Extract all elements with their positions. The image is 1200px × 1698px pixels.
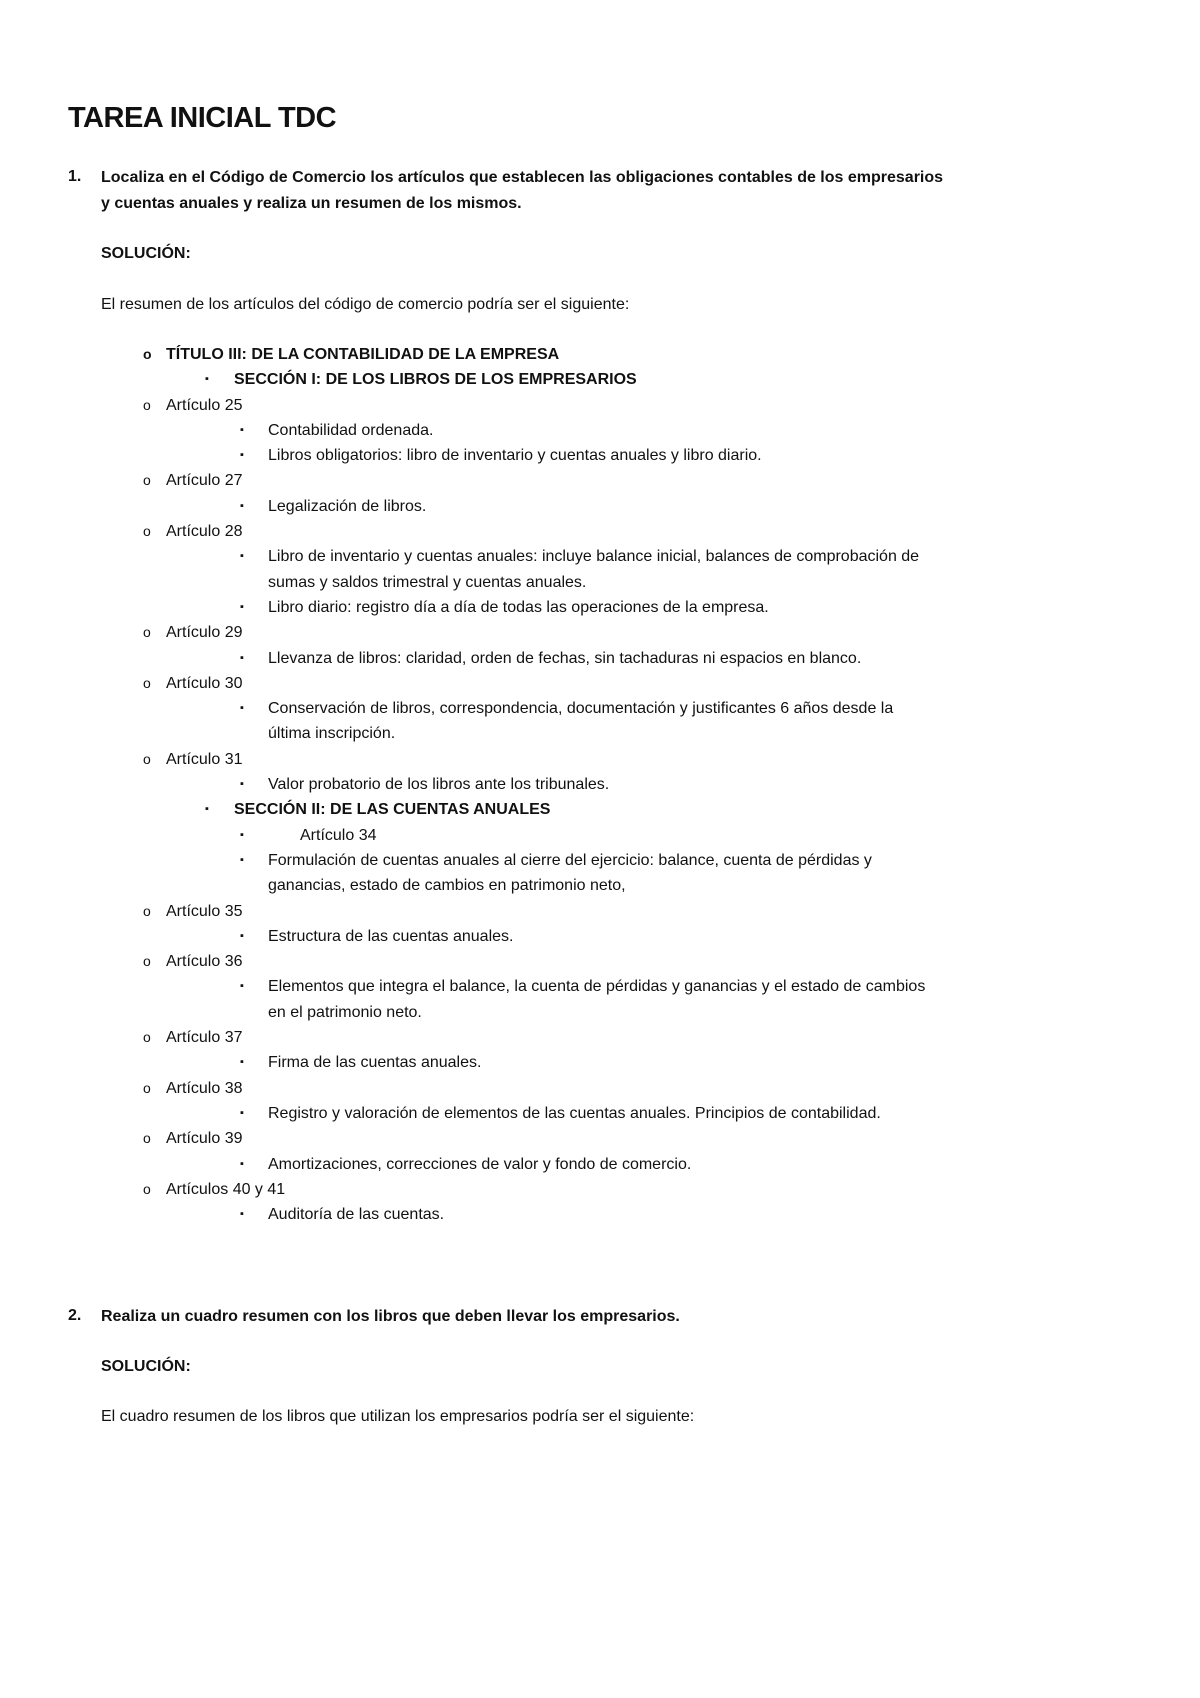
outline-item-text: [166, 468, 1200, 493]
outline-item-text: [268, 974, 1200, 1025]
square-bullet-icon: ▪: [240, 1056, 244, 1069]
outline-item-text: [268, 418, 1200, 443]
outline-item: [0, 620, 1200, 645]
square-bullet-icon: ▪: [240, 600, 244, 613]
outline-item-text: [166, 671, 1200, 696]
square-bullet-icon: ▪: [205, 373, 209, 386]
outline-item: [0, 443, 1200, 468]
outline-item-line: Artículo 25: [166, 396, 243, 414]
outline-item-line: SECCIÓN II: DE LAS CUENTAS ANUALES: [234, 801, 551, 819]
circle-bullet-icon: o: [143, 346, 152, 362]
outline-item: [0, 367, 1200, 392]
outline-item-line: Artículo 31: [166, 750, 243, 768]
outline-item-text: [268, 544, 1200, 595]
outline-item: [0, 1050, 1200, 1075]
outline-item: [0, 1126, 1200, 1151]
outline-item: [0, 494, 1200, 519]
outline-item: [0, 646, 1200, 671]
outline-item-text: [234, 367, 1200, 392]
outline-item: [0, 848, 1200, 899]
outline-item: [0, 696, 1200, 747]
outline-item-line: Conservación de libros, correspondencia, documentación y justificantes 6 años desde la: [268, 700, 894, 718]
outline-item-line: última inscripción.: [268, 725, 396, 743]
solution-intro-1: El resumen de los artículos del código de comercio podría ser el siguiente:: [101, 296, 630, 313]
articles-outline: [0, 342, 1200, 1227]
outline-item: [0, 468, 1200, 493]
square-bullet-icon: ▪: [240, 550, 244, 563]
outline-item: [0, 1076, 1200, 1101]
outline-item-text: [268, 1050, 1200, 1075]
circle-bullet-icon: o: [143, 1029, 151, 1046]
outline-item-text: [166, 1177, 1200, 1202]
outline-item-line: Formulación de cuentas anuales al cierre del ejercicio: balance, cuenta de pérdidas y: [268, 851, 872, 869]
outline-item-text: [268, 1152, 1200, 1177]
square-bullet-icon: ▪: [240, 499, 244, 512]
outline-item-line: Artículo 36: [166, 953, 243, 971]
outline-item-line: TÍTULO III: DE LA CONTABILIDAD DE LA EMPRESA: [166, 346, 560, 363]
outline-item: [0, 1025, 1200, 1050]
question-1-line: y cuentas anuales y realiza un resumen de los mismos.: [101, 195, 522, 212]
outline-item-text: [268, 1101, 1200, 1126]
outline-item-text: [166, 1025, 1200, 1050]
outline-item: [0, 899, 1200, 924]
outline-item: [0, 1152, 1200, 1177]
circle-bullet-icon: o: [143, 396, 151, 413]
outline-item: [0, 393, 1200, 418]
question-2-number: 2.: [68, 1307, 82, 1324]
outline-item: [0, 418, 1200, 443]
circle-bullet-icon: o: [143, 1079, 151, 1096]
square-bullet-icon: ▪: [240, 853, 244, 866]
outline-item-line: Artículo 27: [166, 472, 243, 490]
outline-item-line: Artículo 28: [166, 523, 243, 541]
square-bullet-icon: ▪: [240, 778, 244, 791]
outline-item: [0, 924, 1200, 949]
solution-label-2: SOLUCIÓN:: [101, 1358, 191, 1375]
page-title: TAREA INICIAL TDC: [68, 102, 337, 134]
outline-item-text: [166, 949, 1200, 974]
outline-item-line: sumas y saldos trimestral y cuentas anuales.: [268, 573, 587, 591]
outline-item: [0, 671, 1200, 696]
circle-bullet-icon: o: [143, 1180, 151, 1197]
circle-bullet-icon: o: [143, 953, 151, 970]
outline-item-line: SECCIÓN I: DE LOS LIBROS DE LOS EMPRESARIOS: [234, 371, 637, 389]
outline-item-text: [166, 393, 1200, 418]
outline-item-line: Legalización de libros.: [268, 497, 427, 515]
outline-item-text: [268, 1202, 1200, 1227]
circle-bullet-icon: o: [143, 523, 151, 540]
outline-item-line: Artículo 29: [166, 624, 243, 642]
outline-item-line: Elementos que integra el balance, la cuenta de pérdidas y ganancias y el estado de cambios: [268, 978, 926, 996]
question-2-text: Realiza un cuadro resumen con los libros que deben llevar los empresarios.: [101, 1308, 680, 1325]
outline-item: [0, 519, 1200, 544]
outline-item-text: [268, 924, 1200, 949]
question-1-number: 1.: [68, 168, 82, 185]
outline-item-line: Llevanza de libros: claridad, orden de fechas, sin tachaduras ni espacios en blanco.: [268, 649, 862, 667]
outline-item-line: Artículos 40 y 41: [166, 1180, 286, 1198]
solution-intro-2: El cuadro resumen de los libros que utilizan los empresarios podría ser el siguiente:: [101, 1408, 695, 1425]
outline-item-text: [166, 620, 1200, 645]
outline-item-line: Artículo 37: [166, 1029, 243, 1047]
outline-item-line: Artículo 35: [166, 902, 243, 920]
circle-bullet-icon: o: [143, 1130, 151, 1147]
outline-item-text: [300, 823, 1200, 848]
outline-item-line: Artículo 34: [300, 826, 377, 844]
outline-item-line: Contabilidad ordenada.: [268, 421, 434, 439]
outline-item-text: [166, 342, 1200, 367]
outline-item: [0, 1101, 1200, 1126]
outline-item-text: [234, 797, 1200, 822]
outline-item: [0, 797, 1200, 822]
square-bullet-icon: ▪: [240, 651, 244, 664]
outline-item: [0, 1202, 1200, 1227]
square-bullet-icon: ▪: [240, 423, 244, 436]
circle-bullet-icon: o: [143, 624, 151, 641]
outline-item-text: [166, 899, 1200, 924]
outline-item-text: [268, 848, 1200, 899]
outline-item: [0, 544, 1200, 595]
question-1-text: [101, 165, 943, 217]
square-bullet-icon: ▪: [240, 1157, 244, 1170]
outline-item-text: [166, 519, 1200, 544]
question-1-line: Localiza en el Código de Comercio los artículos que establecen las obligaciones contables de los empresarios: [101, 169, 944, 186]
outline-item-line: Estructura de las cuentas anuales.: [268, 927, 514, 945]
outline-item-line: Amortizaciones, correcciones de valor y fondo de comercio.: [268, 1155, 692, 1173]
outline-item-line: Libro diario: registro día a día de todas las operaciones de la empresa.: [268, 598, 769, 616]
outline-item: [0, 1177, 1200, 1202]
circle-bullet-icon: o: [143, 674, 151, 691]
square-bullet-icon: ▪: [240, 980, 244, 993]
outline-item-line: Auditoría de las cuentas.: [268, 1206, 445, 1224]
outline-item-line: ganancias, estado de cambios en patrimonio neto,: [268, 877, 626, 895]
outline-item-text: [166, 747, 1200, 772]
outline-item-line: Firma de las cuentas anuales.: [268, 1054, 482, 1072]
outline-item-line: Libro de inventario y cuentas anuales: incluye balance inicial, balances de comprobación de: [268, 548, 920, 566]
outline-item: [0, 974, 1200, 1025]
square-bullet-icon: ▪: [240, 828, 244, 841]
outline-item-line: en el patrimonio neto.: [268, 1003, 422, 1021]
outline-item-line: Artículo 39: [166, 1130, 243, 1148]
outline-item: [0, 949, 1200, 974]
outline-item-line: Artículo 30: [166, 674, 243, 692]
circle-bullet-icon: o: [143, 750, 151, 767]
outline-item-text: [268, 595, 1200, 620]
outline-item-line: Valor probatorio de los libros ante los tribunales.: [268, 776, 610, 794]
outline-item-text: [268, 494, 1200, 519]
square-bullet-icon: ▪: [240, 449, 244, 462]
circle-bullet-icon: o: [143, 902, 151, 919]
outline-item-text: [268, 646, 1200, 671]
square-bullet-icon: ▪: [240, 1208, 244, 1221]
outline-item-line: Artículo 38: [166, 1079, 243, 1097]
outline-item-text: [268, 696, 1200, 747]
outline-item: [0, 823, 1200, 848]
outline-item: [0, 595, 1200, 620]
square-bullet-icon: ▪: [240, 1106, 244, 1119]
circle-bullet-icon: o: [143, 472, 151, 489]
outline-item-text: [166, 1126, 1200, 1151]
square-bullet-icon: ▪: [240, 702, 244, 715]
outline-item-text: [268, 443, 1200, 468]
outline-item: [0, 342, 1200, 367]
solution-label-1: SOLUCIÓN:: [101, 245, 191, 262]
outline-item-text: [268, 772, 1200, 797]
square-bullet-icon: ▪: [240, 929, 244, 942]
outline-item: [0, 772, 1200, 797]
outline-item: [0, 747, 1200, 772]
outline-item-line: Libros obligatorios: libro de inventario y cuentas anuales y libro diario.: [268, 447, 762, 465]
square-bullet-icon: ▪: [205, 803, 209, 816]
outline-item-line: Registro y valoración de elementos de las cuentas anuales. Principios de contabilidad.: [268, 1104, 881, 1122]
outline-item-text: [166, 1076, 1200, 1101]
